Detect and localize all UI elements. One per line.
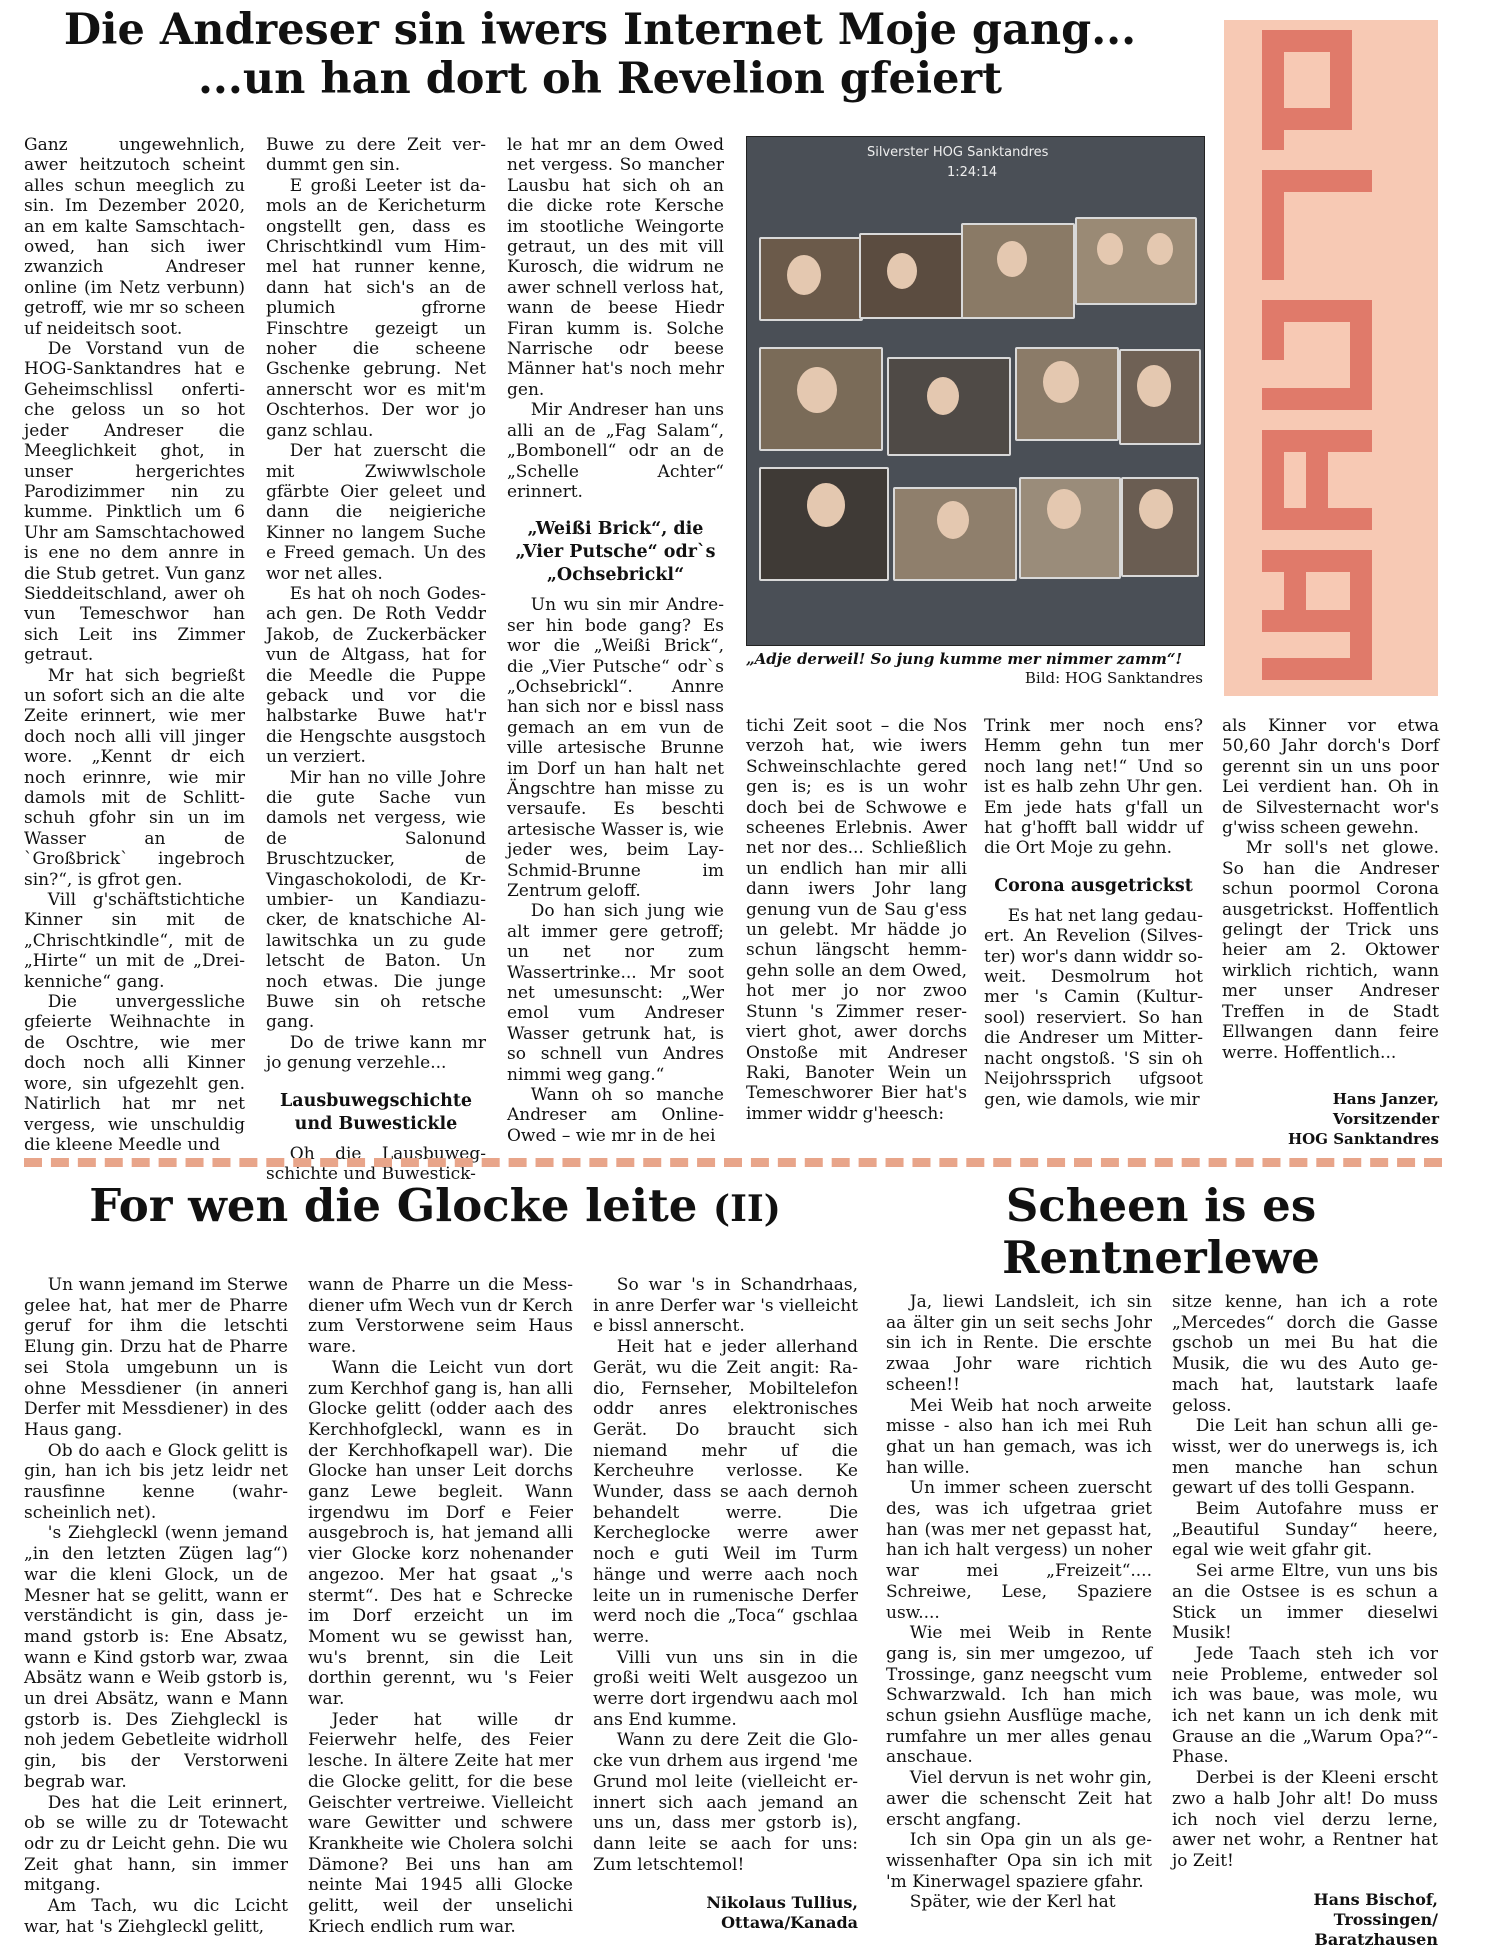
paragraph: Wann zu dere Zeit die Glocke vun drhem aus irgend 'me Grund mol leite (vielleicht erinnert sich aach jemand an uns un, dass mer gstorb is), dann leite se aach for uns: Zum letschtemol! bbox=[593, 1730, 858, 1875]
paragraph: Wie mei Weib in Rente gang is, sin mer umgezoo, uf Trossinge, ganz neegscht vum Schwarzwald. Ich han mich schun gsiehn Ausflüge mache, rumfahre un mer alles genau anschaue. bbox=[886, 1623, 1152, 1768]
article2-headline bbox=[20, 1180, 850, 1232]
paragraph: als Kinner vor etwa 50,60 Jahr dorch's Dorf gerennt sin un uns poor Lei verdient han. Oh in de Silvesternacht wor's g'wiss scheen gewehn. bbox=[1222, 716, 1439, 839]
paragraph: Vill g'schäftstichtiche Kinner sin mit de „Chrischtkindle“, mit de „Hirte“ un mit de „Dreikenniche“ gang. bbox=[24, 890, 245, 992]
paragraph: E großi Leeter ist damols an de Kericheturm ongstellt gen, dass es Chrischtkindl vum Himmel hat runner kenne, dann hat sich's an de plumich gfrorne Finschtre gezeigt un noher die scheene Gschenke gebrung. Net annerscht wor es mit'm Oschterhos. Der wor jo ganz schlau. bbox=[266, 175, 486, 441]
paragraph: Des hat die Leit erinnert, ob se wille zu dr Totewacht odr zu dr Leicht gehn. Die wu Zeit ghat hann, sin immer mitgang. bbox=[24, 1792, 288, 1896]
paragraph: Ganz ungewehnlich, awer heitzutoch scheint alles schun meeglich zu sin. Im Dezember 2020, an em kalte Samschtachowed, han sich iwer zwanzich Andreser online (im Netz verbunn) getroff, wie mr so scheen uf neideitsch soot. bbox=[24, 135, 245, 339]
paragraph: wann de Pharre un die Messdiener ufm Wech vun dr Kerch zum Verstorwene seim Haus ware. bbox=[308, 1275, 573, 1358]
dipotsch-logo-icon bbox=[1224, 20, 1438, 696]
signature-location: Trossingen/ bbox=[1333, 1909, 1438, 1929]
article2-headline-main: For wen die Glocke leite bbox=[89, 1179, 698, 1232]
signature-block bbox=[593, 1893, 858, 1933]
article1-column-3 bbox=[507, 135, 724, 1146]
caption-credit: Bild: HOG Sanktandres bbox=[1024, 669, 1203, 687]
subheading: Corona ausgetrickst bbox=[994, 875, 1193, 896]
article2-column-2 bbox=[308, 1275, 573, 1947]
subheading: Lausbuwegschichte und Buwestickle bbox=[279, 1090, 473, 1134]
paragraph: Die Leit han schun alli gewisst, wer do unerwegs is, ich men manche han schun gewart uf des tolli Gespann. bbox=[1172, 1416, 1438, 1499]
signature-block bbox=[1172, 1890, 1438, 1950]
article2-column-3 bbox=[593, 1275, 858, 1947]
paragraph: Ja, liewi Landsleit, ich sin aa älter gin un seit sechs Johr sin ich in Rente. Die erschte zwaa Johr ware richtich scheen!! bbox=[886, 1292, 1152, 1395]
signature-location: Ottawa/Kanada bbox=[721, 1913, 858, 1933]
article1-column-4 bbox=[746, 716, 967, 1131]
photo-caption bbox=[746, 650, 1203, 688]
signature-block bbox=[1222, 1089, 1439, 1149]
video-call-photo bbox=[746, 136, 1205, 646]
paragraph: Do de triwe kann mr jo genung verzehle... bbox=[266, 1032, 486, 1074]
article2-column-1 bbox=[24, 1275, 288, 1947]
paragraph: Un wu sin mir Andreser hin bode gang? Es wor die „Weißi Brick“, die „Vier Putsche“ odr`s „Ochsebrickl“. Annre han sich nor e bissl nass gemach an em vun de ville artesische Brunne im Dorf un han halt net Ängschtre han misse zu versaufe. Es beschti artesische Wasser is, wie jeder wes, beim Lay-Schmid-Brunne im Zentrum geloff. bbox=[507, 595, 724, 901]
article3-headline-line1: Scheen is es bbox=[1005, 1179, 1317, 1232]
paragraph: Ob do aach e Glock gelitt is gin, han ich bis jetz leidr net rausfinne kenne (wahrscheinlich net). bbox=[24, 1440, 288, 1523]
paragraph: Villi vun uns sin in die großi weiti Welt ausgezoo un werre dort irgendwu aach mol ans End kumme. bbox=[593, 1647, 858, 1730]
paragraph: Es hat oh noch Godesach gen. De Roth Veddr Jakob, de Zuckerbäcker vun de Altgass, hat for die Meedle die Puppe geback und vor die halbstarke Buwe hat'r die Hengschte ausgstoch un verziert. bbox=[266, 583, 486, 768]
signature-name: Hans Janzer, bbox=[1332, 1089, 1439, 1108]
article1-headline bbox=[20, 6, 1180, 105]
paragraph: Die unvergessliche gfeierte Weihnachte in de Oschtre, wie mer doch noch alli Kinner wore, sin ufgezehlt gen. Natirlich hat mr net vergess, wie unschuldig die kleene Meedle und bbox=[24, 992, 245, 1155]
paragraph: Heit hat e jeder allerhand Gerät, wu die Zeit angit: Radio, Fernseher, Mobiltelefon oddr anres elektronisches Gerät. Do braucht sich niemand mehr uf die Kercheuhre verlosse. Ke Wunder, dass se aach dernoh behandelt werre. Die Kercheglocke werre awer noch e guti Weil im Turm hänge und werre aach noch leite un in rumenische Derfer werd noch die „Toca“ gschlaa werre. bbox=[593, 1337, 858, 1647]
paragraph: Es hat net lang gedauert. An Revelion (Silvester) wor's dann widdr soweit. Desmolrum hot mer 's Camin (Kultursool) reserviert. So han die Andreser um Mitternacht ongstoß. 'S sin oh Neijohrssprich ufgsoot gen, wie damols, wie mir bbox=[984, 905, 1203, 1110]
paragraph: Do han sich jung wie alt immer gere getroff; un net nor zum Wassertrinke... Mr soot net umesunscht: „Wer emol vum Andreser Wasser getrunk hat, is so schnell vun Andres nimmi weg gang.“ bbox=[507, 901, 724, 1085]
paragraph: Beim Autofahre muss er „Beautiful Sunday“ heere, egal wie weit gfahr git. bbox=[1172, 1499, 1438, 1561]
paragraph: Sei arme Eltre, vun uns bis an die Ostsee is es schun a Stick un immer dieselwi Musik! bbox=[1172, 1561, 1438, 1644]
paragraph: Oh die Lausbuwegschichte und Buwestick- bbox=[266, 1143, 486, 1185]
paragraph: So war 's in Schandrhaas, in anre Derfer war 's vielleicht e bissl annerscht. bbox=[593, 1275, 858, 1337]
signature-org: HOG Sanktandres bbox=[1287, 1129, 1439, 1148]
signature-name: Nikolaus Tullius, bbox=[706, 1893, 858, 1913]
paragraph: Jeder hat wille dr Feierwehr helfe, des Feier lesche. In ältere Zeite hat mer die Glocke gelitt, for die bese Geischter vertreiwe. Vielleicht ware Gewitter und schwere Krankheite wie Cholera solchi Dämone? Bei uns han am neinte Mai 1945 alli Glocke gelitt, weil der unselichi Kriech endlich rum war. bbox=[308, 1709, 573, 1937]
paragraph: tichi Zeit soot – die Nos verzoh hat, wie iwers Schweinschlachte gered gen is; es is un wohr doch bei de Schwowe e scheenes Erlebnis. Awer net nor des... Schließlich un endlich han mir alli dann iwers Johr lang genung vun de Sau g'ess un gelebt. Mr hädde jo schun längscht hemmgehn solle an dem Owed, hot mer jo nor zwoo Stunn 's Zimmer reserviert ghot, awer dorchs Onstoße mit Andreser Raki, Banoter Wein un Temeschworer Bier hat's immer widdr g'heesch: bbox=[746, 716, 967, 1124]
caption-quote: „Adje derweil! So jung kumme mer nimmer zamm“! bbox=[746, 650, 1183, 668]
signature-location-2: Baratzhausen bbox=[1314, 1929, 1438, 1949]
paragraph: sitze kenne, han ich a rote „Mercedes“ dorch die Gasse gschob un mei Bu hat die Musik, die wu des Auto gemach hat, lautstark laafe geloss. bbox=[1172, 1292, 1438, 1416]
article1-column-6 bbox=[1222, 716, 1439, 1148]
photo-title: Silverster HOG Sanktandres bbox=[867, 145, 1049, 160]
paragraph: Mr hat sich begrießt un sofort sich an die alte Zeite erinnert, wie mer doch noch alli vill jinger wore. „Kennt dr eich noch erinnre, wie mir damols mit de Schlittschuh gfohr sin un im Wasser an de `Großbrick` ingebroch sin?“, is gfrot gen. bbox=[24, 665, 245, 890]
section-divider bbox=[24, 1158, 1442, 1167]
paragraph: Wann oh so manche Andreser am Online-Owed – wie mr in de hei bbox=[507, 1085, 724, 1146]
paragraph: Un wann jemand im Sterwe gelee hat, hat mer de Pharre geruf for ihm die letschti Elung gin. Drzu hat de Pharre sei Stola umgebunn un is ohne Messdiener (in anneri Derfer mit Messdiener) in des Haus gang. bbox=[24, 1275, 288, 1440]
signature-name: Hans Bischof, bbox=[1313, 1889, 1438, 1909]
article2-headline-suffix: (II) bbox=[713, 1188, 781, 1230]
article1-headline-line1: Die Andreser sin iwers Internet Moje gang... bbox=[63, 5, 1137, 55]
photo-timer: 1:24:14 bbox=[947, 165, 998, 180]
paragraph: Buwe zu dere Zeit verdummt gen sin. bbox=[266, 135, 486, 176]
signature-title: Vorsitzender bbox=[1332, 1109, 1439, 1128]
article1-column-2 bbox=[266, 135, 486, 1185]
paragraph: le hat mr an dem Owed net vergess. So mancher Lausbu hat sich oh an die dicke rote Kersche im stootliche Weingorte getraut, un des mit vill Kurosch, die widrum ne awer schnell verloss hat, wann de beese Hiedr Firan kumm is. Solche Narrische odr beese Männer hat's noch mehr gen. bbox=[507, 135, 724, 400]
paragraph: De Vorstand vun de HOG-Sanktandres hat e Geheimschlissl onfertiche geloss un so hot jeder Andreser die Meeglichkeit ghot, in unser hergerichtes Parodizimmer nin zu kumme. Pinktlich um 6 Uhr am Samschtachowed is ene no dem annre in die Stub getret. Vun ganz Sieddeitschland, awer oh vun Temeschwor han sich Leit ins Zimmer getraut. bbox=[24, 339, 245, 666]
paragraph: Jede Taach steh ich vor neie Probleme, entweder sol ich was baue, was mole, wu ich net kann un ich denk mit Grause an die „Warum Opa?“-Phase. bbox=[1172, 1643, 1438, 1768]
paragraph: Am Tach, wu dic Lcicht war, hat 's Ziehgleckl gelitt, bbox=[24, 1896, 288, 1937]
paragraph: Mir Andreser han uns alli an de „Fag Salam“, „Bombonell“ odr an de „Schelle Achter“ erinnert. bbox=[507, 400, 724, 502]
article1-headline-line2: ...un han dort oh Revelion gfeiert bbox=[197, 54, 1003, 105]
paragraph: Später, wie der Kerl hat bbox=[909, 1892, 1116, 1913]
paragraph: Ich sin Opa gin un als gewissenhafter Opa sin ich mit 'm Kinerwagel spaziere gfahr. bbox=[886, 1830, 1152, 1892]
paragraph: Derbei is der Kleeni erscht zwo a halb Johr alt! Do muss ich noch viel derzu lerne, awer net wohr, a Rentner hat jo Zeit! bbox=[1172, 1768, 1438, 1871]
article1-column-1 bbox=[24, 135, 245, 1155]
paragraph: Trink mer noch ens? Hemm gehn tun mer noch lang net!“ Und so ist es halb zehn Uhr gen. Em jede hats g'fall un hat g'hofft ball widdr uf die Ort Moje zu gehn. bbox=[984, 716, 1203, 859]
article3-headline bbox=[886, 1180, 1436, 1284]
paragraph: Wann die Leicht vun dort zum Kerchhof gang is, han alli Glocke gelitt (odder aach des Kerchhofgleckl, wann es in der Kerchhofkapell war). Die Glocke han unser Leit dorchs ganz Lewe begleit. Wann irgendwu im Dorf e Feier ausgebroch is, hat jemand alli vier Glocke korz nohenander angezoo. Mer hat gsaat „'s stermt“. Des hat e Schrecke im Dorf erzeicht un im Moment wu se gewisst han, wu's brennt, sin die Leit dorthin gerennt, wu 's Feier war. bbox=[308, 1357, 573, 1710]
article3-column-1 bbox=[886, 1292, 1152, 1947]
paragraph: Un immer scheen zuerscht des, was ich ufgetraa griet han (was mer net gepasst hat, han ich halt vergess) un noher war mei „Freizeit“.... Schreiwe, Lese, Spaziere usw.... bbox=[886, 1478, 1152, 1623]
paragraph: Mei Weib hat noch arweite misse - also han ich mei Ruh ghat un han gemach, was ich han wille. bbox=[886, 1395, 1152, 1478]
article1-column-5 bbox=[984, 716, 1203, 1131]
paragraph: Der hat zuerscht die mit Zwiwwlschole gfärbte Oier geleet und dann die neigieriche Kinner no langem Suche e Freed gemach. Un des wor net alles. bbox=[266, 441, 486, 584]
paragraph: Mr soll's net glowe. So han die Andreser schun poormol Corona ausgetrickst. Hoffentlich gelingt der Trick uns heier am 2. Oktower wirklich richtich, wann mer unser Andreser Treffen in de Stadt Ellwangen dann feire werre. Hoffentlich... bbox=[1222, 838, 1439, 1063]
subheading: „Weißi Brick“, die „Vier Putsche“ odr`s „Ochsebrickl“ bbox=[515, 519, 716, 586]
paragraph: Viel dervun is net wohr gin, awer die schenscht Zeit hat erscht angfang. bbox=[886, 1768, 1152, 1830]
article3-headline-line2: Rentnerlewe bbox=[1002, 1231, 1320, 1284]
dipotsch-sidebar bbox=[1224, 20, 1438, 696]
paragraph: Mir han no ville Johre die gute Sache vun damols net vergess, wie de Salonund Bruschtzucker, de Vingaschokolodi, de Krumbier- un Kandiazucker, de knatschiche Allawitschka un zu gude letscht de Baton. Un noch etwas. Die junge Buwe sin oh retsche gang. bbox=[266, 767, 486, 1033]
paragraph: 's Ziehgleckl (wenn jemand „in den letzten Zügen lag“) war die kleni Glock, un de Mesner hat se gelitt, wann er verständicht is gin, dass jemand gstorb is: Ene Absatz, wann e Kind gstorb war, zwaa Absätz wann e Weib gstorb is, un drei Absätz, wann e Mann gstorb is. Des Ziehgleckl is noh jedem Gebetleite widrholl gin, bis der Verstorweni begrab war. bbox=[24, 1523, 288, 1792]
article3-column-2 bbox=[1172, 1292, 1438, 1947]
